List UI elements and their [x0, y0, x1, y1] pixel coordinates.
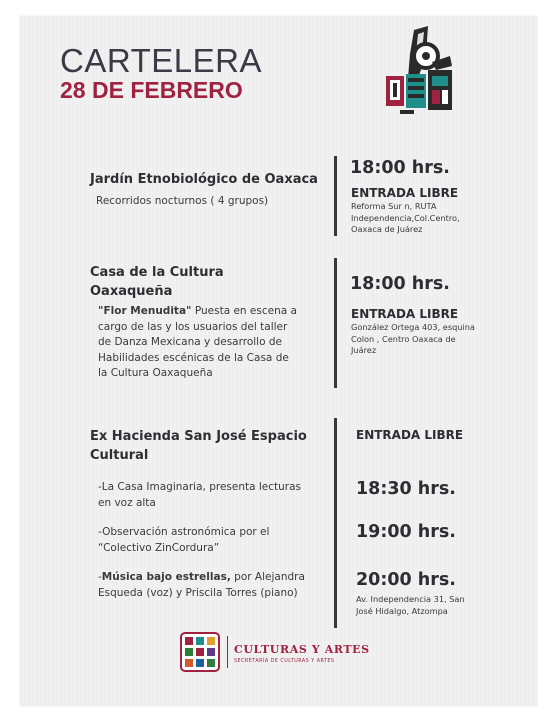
footer-title: CULTURAS Y ARTES — [234, 643, 370, 656]
event1-description: Recorridos nocturnos ( 4 grupos) — [96, 195, 269, 207]
divider-2 — [334, 258, 337, 388]
event2-time: 18:00 hrs. — [350, 274, 450, 294]
flor-menudita-title: "Flor Menudita" — [98, 305, 192, 317]
event2-entrada: ENTRADA LIBRE — [351, 307, 459, 321]
event2-description: "Flor Menudita" Puesta en escena a cargo de las y los usuarios del taller de Danza Mexicana y desarrollo de Habilidades escénicas de la Casa de la Cultura Oaxaqueña — [98, 305, 297, 379]
culturas-y-artes-emblem-icon — [180, 632, 220, 672]
activity3-time: 20:00 hrs. — [356, 570, 456, 590]
footer-separator — [227, 636, 228, 668]
divider-1 — [334, 156, 337, 236]
page-title: CARTELERA — [60, 42, 262, 79]
activity-observacion-astronomica: -Observación astronómica por el “Colectivo ZinCordura” — [98, 526, 270, 554]
event2-address: González Ortega 403, esquina Colon , Centro Oaxaca de Juárez — [351, 322, 475, 355]
activity2-time: 19:00 hrs. — [356, 522, 456, 542]
event3-address: Av. Independencia 31, San José Hidalgo, Atzompa — [356, 594, 465, 616]
oaxaca-figure-logo — [384, 26, 456, 116]
activity-casa-imaginaria: -La Casa Imaginaria, presenta lecturas en voz alta — [98, 481, 302, 509]
divider-3 — [334, 418, 337, 628]
event1-address: Reforma Sur n, RUTA Independencia,Col.Centro, Oaxaca de Juárez — [351, 201, 460, 234]
event-date: 28 DE FEBRERO — [60, 77, 243, 103]
event1-time: 18:00 hrs. — [350, 158, 450, 178]
venue-jardin-etnobiologico: Jardín Etnobiológico de Oaxaca — [90, 172, 318, 187]
activity-musica-bajo-estrellas: -Música bajo estrellas, por Alejandra Esqueda (voz) y Priscila Torres (piano) — [98, 571, 305, 599]
activity1-time: 18:30 hrs. — [356, 479, 456, 499]
event1-entrada: ENTRADA LIBRE — [351, 186, 459, 200]
venue-ex-hacienda-san-jose: Ex Hacienda San José Espacio Cultural — [90, 429, 307, 463]
venue-casa-de-la-cultura: Casa de la Cultura Oaxaqueña — [90, 265, 224, 299]
footer-subtitle: SECRETARÍA DE CULTURAS Y ARTES — [234, 659, 335, 664]
event3-entrada: ENTRADA LIBRE — [356, 428, 464, 442]
